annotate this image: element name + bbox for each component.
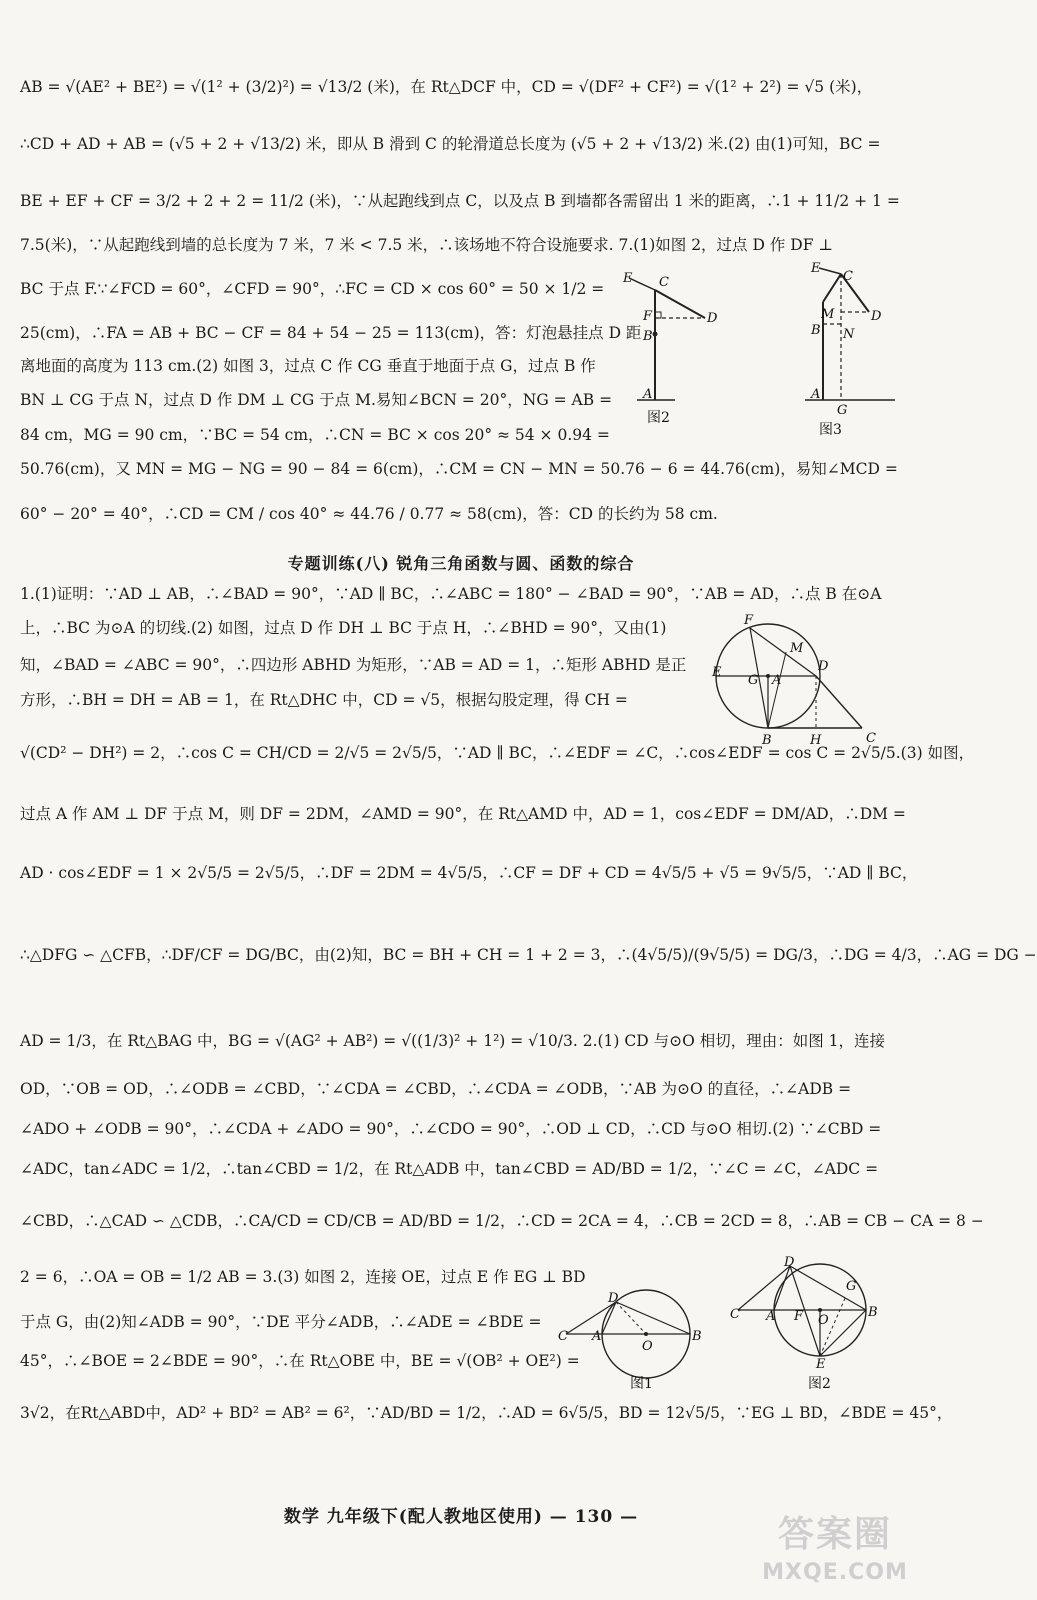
figure-label: M — [821, 307, 835, 322]
figure-circle-a — [712, 612, 887, 762]
figure-circle-2 — [728, 1256, 888, 1396]
text-line: 知，∠BAD = ∠ABC = 90°，∴四边形 ABHD 为矩形，∵AB = AD = 1，∴矩形 ABHD 是正 — [20, 656, 687, 674]
figure-label: O — [642, 1339, 653, 1354]
text-line: 离地面的高度为 113 cm.(2) 如图 3，过点 C 作 CG 垂直于地面于点 G，过点 B 作 — [20, 357, 596, 375]
figure-label: A — [772, 673, 782, 688]
figure-label: N — [843, 327, 855, 342]
text-line: 1.(1)证明：∵AD ⊥ AB，∴∠BAD = 90°，∵AD ∥ BC，∴∠ABC = 180° − ∠BAD = 90°，∵AB = AD，∴点 B 在⊙A — [20, 585, 882, 603]
text-line: ∠CBD，∴△CAD ∽ △CDB，∴CA/CD = CD/CB = AD/BD = 1/2，∴CD = 2CA = 4，∴CB = 2CD = 8，∴AB = CB − CA = 8 − — [20, 1212, 984, 1230]
figure-label: B — [643, 329, 653, 344]
text-line: 3√2，在Rt△ABD中，AD² + BD² = AB² = 6²，∵AD/BD = 1/2，∴AD = 6√5/5，BD = 12√5/5，∵EG ⊥ BD，∠BDE = 45°， — [20, 1404, 953, 1422]
figure-label: A — [592, 1329, 602, 1344]
figure-3 — [795, 262, 905, 442]
figure-label: B — [868, 1305, 878, 1320]
text-line: 2 = 6，∴OA = OB = 1/2 AB = 3.(3) 如图 2，连接 OE，过点 E 作 EG ⊥ BD — [20, 1268, 586, 1286]
figure-2 — [615, 268, 735, 428]
figure-label: D — [818, 659, 829, 674]
figure-label: B — [811, 323, 821, 338]
figure-label: C — [730, 1307, 740, 1322]
figure-label: A — [766, 1309, 776, 1324]
text-line: √(CD² − DH²) = 2，∴cos C = CH/CD = 2/√5 = 2√5/5，∵AD ∥ BC，∴∠EDF = ∠C，∴cos∠EDF = cos C = 2√5/5.(3) 如图， — [20, 744, 975, 762]
figure-label: G — [837, 403, 848, 418]
figure-label: D — [784, 1255, 795, 1270]
figure-label: F — [643, 309, 653, 324]
watermark-logo — [760, 1512, 910, 1596]
text-line: AB = √(AE² + BE²) = √(1² + (3/2)²) = √13/2 (米)，在 Rt△DCF 中，CD = √(DF² + CF²) = √(1² + 2²) = √5 (米)， — [20, 78, 873, 96]
figure-label: D — [707, 311, 718, 326]
figure-label: C — [659, 275, 669, 290]
figure-label: B — [692, 1329, 702, 1344]
text-line: BC 于点 F.∵∠FCD = 60°，∠CFD = 90°，∴FC = CD × cos 60° = 50 × 1/2 = — [20, 280, 605, 298]
section-heading: 专题训练(八) 锐角三角函数与圆、函数的综合 — [287, 554, 635, 573]
figure-label: A — [811, 387, 821, 402]
text-line: BN ⊥ CG 于点 N，过点 D 作 DM ⊥ CG 于点 M.易知∠BCN = 20°，NG = AB = — [20, 391, 613, 409]
figure-label: E — [811, 261, 821, 276]
text-line: AD = 1/3，在 Rt△BAG 中，BG = √(AG² + AB²) = √((1/3)² + 1²) = √10/3. 2.(1) CD 与⊙O 相切，理由：如图 1，连接 — [20, 1032, 886, 1050]
figure-label: H — [810, 733, 822, 748]
figure-label: F — [794, 1309, 804, 1324]
figure-label: G — [846, 1279, 857, 1294]
figure-label: E — [623, 271, 633, 286]
figure-label: A — [643, 387, 653, 402]
text-line: 上，∴BC 为⊙A 的切线.(2) 如图，过点 D 作 DH ⊥ BC 于点 H，∴∠BHD = 90°，又由(1) — [20, 619, 667, 637]
text-line: 于点 G，由(2)知∠ADB = 90°，∵DE 平分∠ADB，∴∠ADE = ∠BDE = — [20, 1313, 542, 1331]
figure-label: B — [762, 733, 772, 748]
figure-caption: 图2 — [647, 410, 670, 426]
text-line: 25(cm)，∴FA = AB + BC − CF = 84 + 54 − 25 = 113(cm)，答：灯泡悬挂点 D 距 — [20, 324, 642, 342]
text-line: ∠ADC，tan∠ADC = 1/2，∴tan∠CBD = 1/2，在 Rt△ADB 中，tan∠CBD = AD/BD = 1/2，∵∠C = ∠C，∠ADC = — [20, 1160, 879, 1178]
figure-caption: 图2 — [808, 1376, 831, 1392]
text-line: ∠ADO + ∠ODB = 90°，∴∠CDA + ∠ADO = 90°，∴∠CDO = 90°，∴OD ⊥ CD，∴CD 与⊙O 相切.(2) ∵∠CBD = — [20, 1120, 882, 1138]
page-footer: 数学 九年级下(配人教地区使用) — 130 — — [283, 1507, 639, 1527]
text-line: ∴CD + AD + AB = (√5 + 2 + √13/2) 米，即从 B 滑到 C 的轮滑道总长度为 (√5 + 2 + √13/2) 米.(2) 由(1)可知，BC = — [20, 135, 881, 153]
figure-label: E — [712, 665, 722, 680]
text-line: BE + EF + CF = 3/2 + 2 + 2 = 11/2 (米)，∵从起跑线到点 C，以及点 B 到墙都各需留出 1 米的距离，∴1 + 11/2 + 1 = — [20, 192, 900, 210]
text-line: 84 cm，MG = 90 cm，∵BC = 54 cm，∴CN = BC × cos 20° ≈ 54 × 0.94 = — [20, 426, 610, 444]
text-line: 方形，∴BH = DH = AB = 1，在 Rt△DHC 中，CD = √5，根据勾股定理，得 CH = — [20, 691, 628, 709]
figure-label: D — [871, 309, 882, 324]
figure-caption: 图1 — [630, 1376, 653, 1392]
figure-label: G — [748, 673, 759, 688]
figure-label: C — [558, 1329, 568, 1344]
text-line: 45°，∴∠BOE = 2∠BDE = 90°，∴在 Rt△OBE 中，BE = √(OB² + OE²) = — [20, 1352, 580, 1370]
text-line: ∴△DFG ∽ △CFB，∴DF/CF = DG/BC，由(2)知，BC = BH + CH = 1 + 2 = 3，∴(4√5/5)/(9√5/5) = DG/3，∴DG = 4/3，∴AG = DG − — [20, 946, 1037, 964]
watermark-top: 答案圈 — [777, 1514, 892, 1555]
text-line: OD，∵OB = OD，∴∠ODB = ∠CBD，∵∠CDA = ∠CBD，∴∠CDA = ∠ODB，∵AB 为⊙O 的直径，∴∠ADB = — [20, 1080, 852, 1098]
text-line: 50.76(cm)，又 MN = MG − NG = 90 − 84 = 6(cm)，∴CM = CN − MN = 50.76 − 6 = 44.76(cm)，易知∠MCD = — [20, 460, 898, 478]
text-line: 过点 A 作 AM ⊥ DF 于点 M，则 DF = 2DM，∠AMD = 90°，在 Rt△AMD 中，AD = 1，cos∠EDF = DM/AD，∴DM = — [20, 805, 906, 823]
text-line: 60° − 20° = 40°，∴CD = CM / cos 40° ≈ 44.76 / 0.77 ≈ 58(cm)，答：CD 的长约为 58 cm. — [20, 505, 718, 523]
figure-label: D — [608, 1291, 619, 1306]
figure-circle-1 — [558, 1290, 708, 1395]
watermark-bottom: MXQE.COM — [762, 1560, 908, 1585]
figure-caption: 图3 — [819, 422, 842, 438]
figure-label: C — [843, 269, 853, 284]
text-line: AD · cos∠EDF = 1 × 2√5/5 = 2√5/5，∴DF = 2DM = 4√5/5，∴CF = DF + CD = 4√5/5 + √5 = 9√5/5，∵AD ∥ BC， — [20, 864, 918, 882]
figure-label: O — [818, 1313, 829, 1328]
figure-label: M — [790, 641, 804, 656]
figure-label: E — [816, 1357, 826, 1372]
text-line: 7.5(米)，∵从起跑线到墙的总长度为 7 米，7 米 < 7.5 米，∴该场地不符合设施要求. 7.(1)如图 2，过点 D 作 DF ⊥ — [20, 236, 833, 254]
figure-label: C — [866, 731, 876, 746]
figure-label: F — [744, 613, 754, 628]
